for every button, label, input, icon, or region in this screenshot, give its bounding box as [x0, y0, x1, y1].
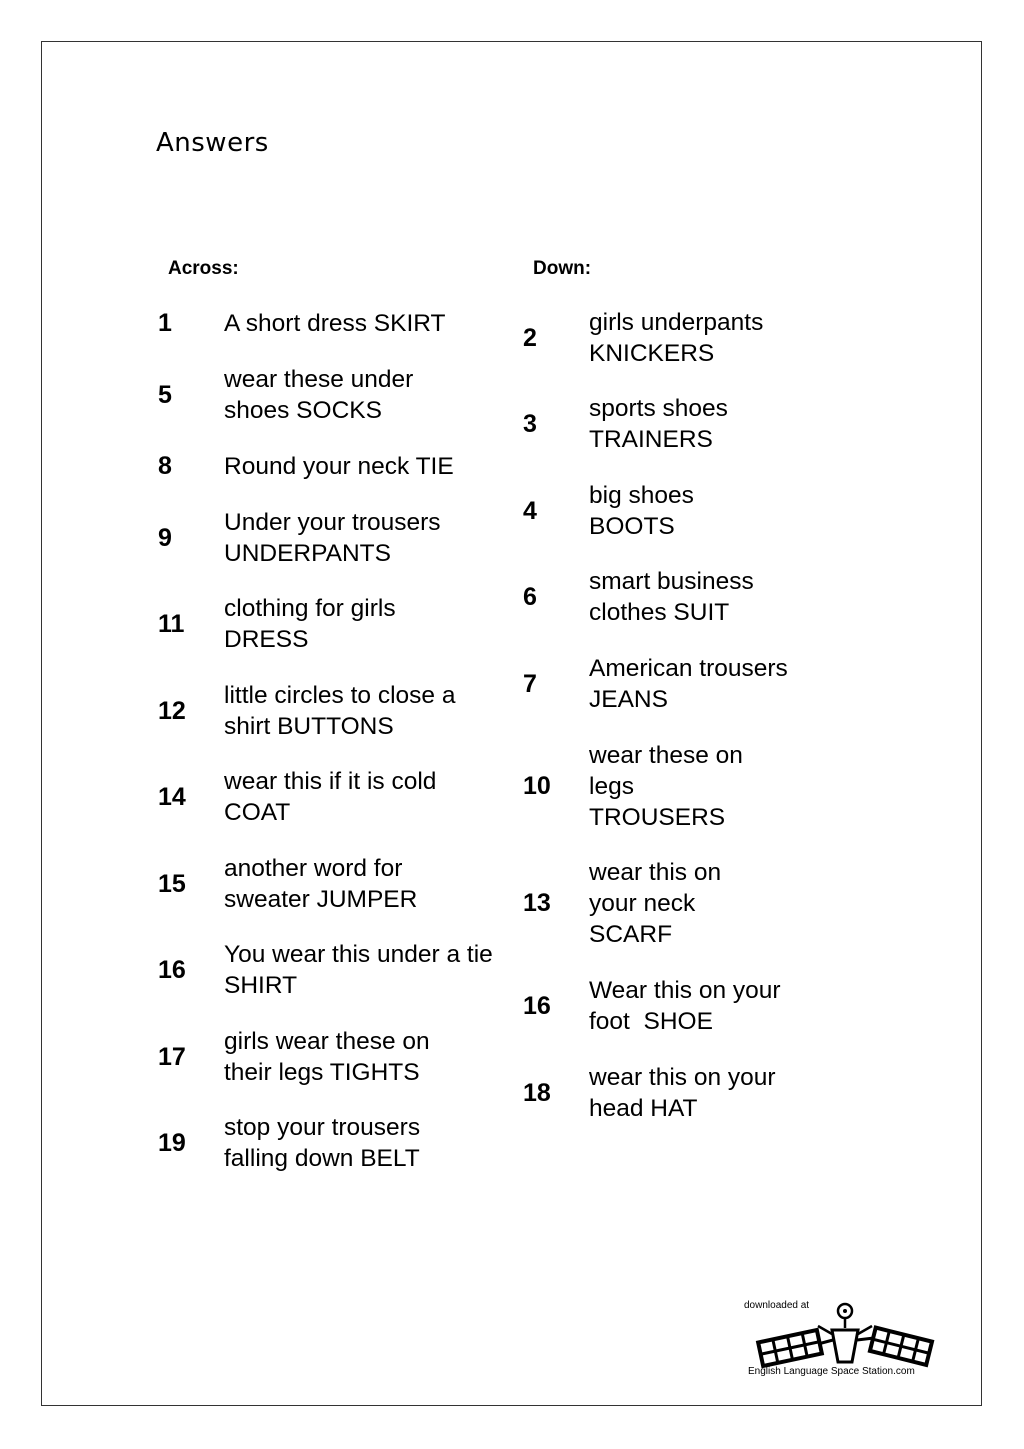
clue-text: Wear this on your foot SHOE [589, 977, 788, 1035]
clue-text: Under your trousers UNDERPANTS [224, 509, 441, 567]
down-clue [523, 480, 813, 542]
clue-number: 16 [523, 991, 551, 1020]
page-title: Answers [156, 128, 269, 158]
clue-number: 18 [523, 1078, 551, 1107]
down-clue [523, 1062, 813, 1124]
down-clue [523, 307, 813, 369]
clue-text: wear this on your neck SCARF [589, 859, 722, 948]
clue-number: 17 [158, 1042, 186, 1071]
down-clue [523, 393, 813, 455]
down-clue [523, 975, 813, 1037]
across-clue [158, 766, 498, 828]
clue-text: big shoes BOOTS [589, 482, 694, 540]
across-heading: Across: [168, 258, 239, 279]
clue-text: girls underpants KNICKERS [589, 309, 764, 367]
clue-text: another word for sweater JUMPER [224, 855, 418, 913]
across-clue [158, 1112, 498, 1174]
across-clue [158, 853, 498, 915]
clue-text: girls wear these on their legs TIGHTS [224, 1028, 430, 1086]
across-clue [158, 451, 498, 482]
clue-number: 5 [158, 380, 172, 409]
clue-text: smart business clothes SUIT [589, 568, 754, 626]
down-clue [523, 566, 813, 628]
clue-number: 12 [158, 696, 186, 725]
down-heading: Down: [533, 258, 592, 279]
clue-text: stop your trousers falling down BELT [224, 1114, 421, 1172]
clue-number: 16 [158, 955, 186, 984]
logo-site-text: English Language Space Station.com [748, 1366, 915, 1377]
across-clue [158, 364, 498, 426]
clue-text: American trousers JEANS [589, 655, 788, 713]
down-clue [523, 653, 813, 715]
clue-number: 13 [523, 889, 551, 917]
space-station-logo [740, 1296, 955, 1382]
across-clue [158, 507, 498, 569]
clue-number: 3 [523, 409, 537, 438]
clue-number: 9 [158, 523, 172, 552]
clue-text: wear this on your head HAT [589, 1064, 776, 1122]
clue-text: little circles to close a shirt BUTTONS [224, 682, 456, 740]
across-clue [158, 1026, 498, 1088]
clue-number: 7 [523, 669, 537, 698]
down-clue [523, 740, 813, 833]
clue-text: clothing for girls DRESS [224, 595, 396, 653]
clue-number: 19 [158, 1128, 186, 1157]
logo-downloaded-text: downloaded at [744, 1300, 810, 1311]
clue-text: Round your neck TIE [224, 453, 454, 480]
clue-number: 10 [523, 772, 551, 800]
clue-text: wear these under shoes SOCKS [224, 366, 414, 424]
clue-number: 8 [158, 452, 172, 480]
clue-number: 6 [523, 582, 537, 611]
clue-text: A short dress SKIRT [224, 310, 446, 337]
clue-text: You wear this under a tie SHIRT [224, 941, 493, 999]
clue-number: 15 [158, 869, 186, 898]
clue-number: 1 [158, 309, 172, 337]
clue-text: wear this if it is cold COAT [224, 768, 437, 826]
across-clue [158, 593, 498, 655]
down-clue [523, 857, 813, 950]
clue-number: 2 [523, 323, 537, 352]
clue-text: wear these on legs TROUSERS [589, 742, 743, 831]
clue-number: 11 [158, 609, 185, 638]
across-clue [158, 308, 498, 339]
across-clue [158, 680, 498, 742]
across-clue [158, 939, 498, 1001]
clue-text: sports shoes TRAINERS [589, 395, 728, 453]
clue-number: 4 [523, 496, 537, 525]
clue-number: 14 [158, 782, 186, 811]
